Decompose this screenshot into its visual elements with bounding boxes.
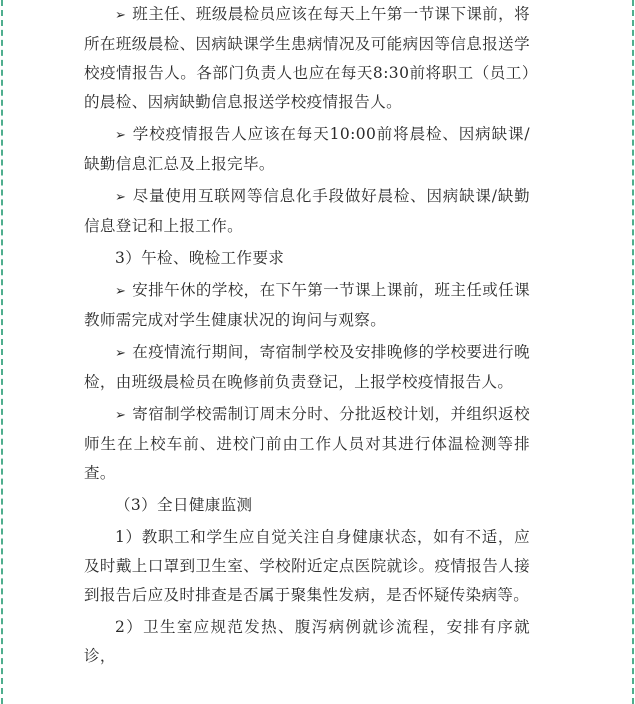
- left-dashed-border: [1, 0, 3, 704]
- paragraph-text: 班主任、班级晨检员应该在每天上午第一节课下课前，将所在班级晨检、因病缺课学生患病情况及可能病因等信息报送学校疫情报告人。各部门负责人也应在每天8:30前将职工（员工）的晨检、因病缺勤信息报送学校疫情报告人。: [84, 5, 530, 111]
- bullet-paragraph-reporter-summary: [84, 120, 530, 179]
- paragraph-text: （3）全日健康监测: [115, 496, 253, 514]
- paragraph-text: 尽量使用互联网等信息化手段做好晨检、因病缺课/缺勤信息登记和上报工作。: [84, 187, 530, 235]
- arrow-bullet-icon: ➢: [115, 190, 127, 205]
- bullet-paragraph-boarding-return: [84, 400, 530, 488]
- paragraph-text: 在疫情流行期间，寄宿制学校及安排晚修的学校要进行晚检，由班级晨检员在晚修前负责登记，上报学校疫情报告人。: [84, 343, 530, 391]
- paragraph-text: 2）卫生室应规范发热、腹泻病例就诊流程，安排有序就诊，: [84, 618, 530, 665]
- arrow-bullet-icon: ➢: [115, 8, 127, 23]
- arrow-bullet-icon: ➢: [115, 346, 127, 361]
- bullet-paragraph-class-teacher-report: [84, 0, 530, 117]
- paragraph-text: 3）午检、晚检工作要求: [115, 249, 285, 267]
- section-heading-all-day-monitoring: [84, 491, 530, 520]
- paragraph-text: 寄宿制学校需制订周末分时、分批返校计划，并组织返校师生在上校车前、进校门前由工作人员对其进行体温检测等排查。: [84, 405, 530, 482]
- bullet-paragraph-evening-check: [84, 338, 530, 397]
- arrow-bullet-icon: ➢: [115, 408, 127, 423]
- paragraph-text: 安排午休的学校，在下午第一节课上课前，班主任或任课教师需完成对学生健康状况的询问与观察。: [84, 281, 530, 329]
- bullet-paragraph-noon-check: [84, 276, 530, 335]
- paragraph-text: 学校疫情报告人应该在每天10:00前将晨检、因病缺课/缺勤信息汇总及上报完毕。: [84, 125, 530, 173]
- subheading-noon-evening-check: [84, 244, 530, 273]
- arrow-bullet-icon: ➢: [115, 284, 127, 299]
- bullet-paragraph-internet-reporting: [84, 182, 530, 241]
- numbered-paragraph-self-monitoring: [84, 523, 530, 610]
- paragraph-text: 1）教职工和学生应自觉关注自身健康状态，如有不适，应及时戴上口罩到卫生室、学校附近定点医院就诊。疫情报告人接到报告后应及时排查是否属于聚集性发病，是否怀疑传染病等。: [84, 528, 530, 604]
- document-body: [84, 0, 530, 671]
- numbered-paragraph-clinic-procedure: [84, 613, 530, 671]
- right-dashed-border: [632, 0, 634, 704]
- arrow-bullet-icon: ➢: [115, 128, 127, 143]
